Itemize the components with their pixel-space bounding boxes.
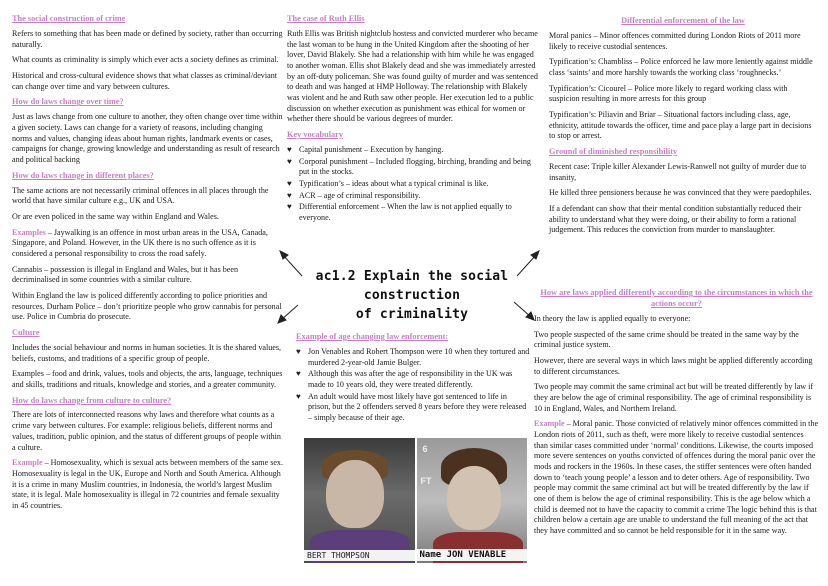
section-heading: How do laws change from culture to culture? <box>12 395 172 405</box>
paragraph: He killed three pensioners because he was convinced that they were paedophiles. <box>549 188 812 198</box>
section-heading: Example of age changing law enforcement: <box>296 332 449 341</box>
face-shape <box>326 460 384 528</box>
section-heading: The case of Ruth Ellis <box>287 14 365 23</box>
paragraph: In theory the law is applied equally to everyone: <box>534 313 691 323</box>
culture-section <box>12 328 284 391</box>
section-heading: Key vocabulary <box>287 129 343 139</box>
places-section <box>12 171 284 323</box>
name-caption: BERT THOMPSON <box>304 550 415 561</box>
example-paragraph <box>534 419 819 536</box>
list-item: ♥ Typification’s – ideas about what a typical criminal is like. <box>287 179 539 190</box>
title-line: of criminality <box>355 306 469 322</box>
culture-change-section <box>12 396 284 512</box>
ft-label: FT <box>420 476 432 486</box>
paragraph: Recent case: Triple killer Alexander Lewis-Ranwell not guilty of murder due to insanity, <box>549 161 807 182</box>
list-item: ♥ Differential enforcement – When the law is not applied equally to everyone. <box>287 202 539 223</box>
over-time-section <box>12 97 284 165</box>
example-paragraph <box>12 458 284 511</box>
paragraph: Typification’s: Piliavin and Briar – Situational factors including class, age, ethnicity, attitude towards the officer, time and pace play a large part in decisions to stop or arrest. <box>549 109 812 141</box>
example-label: Example <box>534 419 565 429</box>
right-column-top <box>549 16 817 241</box>
vocabulary-section <box>287 130 539 224</box>
differential-section <box>549 16 817 142</box>
paragraph: Or are even policed in the same way within England and Wales. <box>12 211 219 221</box>
section-heading: Differential enforcement of the law <box>621 16 745 25</box>
paragraph: Examples – food and drink, values, tools and objects, the arts, language, techniques and skills, traditions and rituals, knowledge and stories, and a greater community. <box>12 369 283 389</box>
paragraph: Historical and cross-cultural evidence shows that what classes as criminal/deviant can change over time and vary between cultures. <box>12 70 277 91</box>
section-heading: How do laws change in different places? <box>12 170 154 180</box>
mugshot-thompson <box>304 438 415 563</box>
paragraph: Includes the social behaviour and norms in human societies. It is the shared values, beliefs, customs, and traditions of a specific group of people. <box>12 342 282 363</box>
list-item: ♥ Jon Venables and Robert Thompson were 10 when they tortured and murdered 2-year-old Jamie Bulger. <box>296 347 531 368</box>
diminished-section <box>549 147 817 236</box>
paragraph: Cannabis – possession is illegal in England and Wales, but it has been decriminalised in some countries with a similar culture. <box>12 264 239 285</box>
section-heading: Culture <box>12 327 40 337</box>
section-heading: The social construction of crime <box>12 14 126 23</box>
example-label: Example <box>12 458 43 468</box>
list-item: ♥ Corporal punishment – Included flogging, birching, branding and being put in the stocks. <box>287 157 539 178</box>
paragraph: However, there are several ways in which laws might be applied differently according to different circumstances. <box>534 355 813 376</box>
number-label: 6 <box>422 444 428 454</box>
paragraph: Two people suspected of the same crime should be treated in the same way by the criminal justice system. <box>534 329 799 350</box>
mugshot-venables <box>417 438 528 563</box>
paragraph: Ruth Ellis was British nightclub hostess and convicted murderer who became the last woman to be hung in the United Kingdom after the shooting of her lover, David Blakely. She had a relationship with him while he was engaged to another woman. Ellis shot Blakely dead and she was immediately arrested by an off-duty policeman. She was found guilty of murder and was sentenced to death and was hanged at HMP Holloway. The relationship with Blakely was violent and he and Ruth saw other people. Her execution led to a public discussion on whether execution as punishment was ethical for women or whether there should be various degrees of murder. <box>287 28 538 124</box>
paragraph: Typification’s: Cicourel – Police more likely to regard working class with suspicion resulting in more arrests for this group <box>549 83 788 104</box>
ruth-ellis-section <box>287 14 539 125</box>
list-item: ♥ An adult would have most likely have got sentenced to life in prison, but the 2 offenders served 8 years before they were released – simply because of their age. <box>296 392 531 424</box>
middle-column <box>287 0 539 230</box>
left-column <box>12 0 284 517</box>
example-text: – Homosexuality, which is sexual acts between members of the same sex. Homosexuality is legal in the UK, Europe and North and South America. Although it is a crime in many Muslim countries, in Indonesia, the world’s largest Muslim state, it is legal. Male homosexuality is illegal in 72 countries and female sexuality in 45 countries. <box>12 458 284 510</box>
paragraph: Within England the law is policed differently according to police priorities and resources. Durham Police – don’t prioritize people who grow cannabis for personal use. Police in Cumbria do prosecute. <box>12 290 282 322</box>
social-construction-section <box>12 0 284 92</box>
page-title <box>298 268 526 325</box>
section-heading: Ground of diminished responsibility <box>549 146 678 156</box>
example-text: – Moral panic. Those convicted of relatively minor offences committed in the London riots of 2011, such as theft, were more likely to receive custodial sentences than similar cases committed under ‘normal’ conditions. Likewise, the courts imposed more severe sentences on youths convicted of offences during the moral panic over the mods and rockers in the 1960s. In these cases, the stiffer sentences were often handed down to ‘teach young people’ a lesson and to deter others. Age of responsibility. Two people may commit the same criminal act but will be treated differently by the law if one of them is below the age of criminal responsibility. This is the age below which a child is deemed not to have the capacity to commit a crime The logic behind this is that children below a certain age are unable to understand the full meaning of the act that they have committed and so cannot be held responsible for it in the same way. <box>534 419 819 535</box>
paragraph: Refers to something that has been made or defined by society, rather than occurring naturally. <box>12 28 283 49</box>
paragraph: Just as laws change from one culture to another, they often change over time within a given society. Laws can change for a variety of reasons, including changing norms and values, changing ideas about human rights, landmark events or cases, campaigns for change, growing knowledge and understanding as result of research and political backing <box>12 112 283 164</box>
name-caption: Name JON VENABLE <box>417 549 528 561</box>
age-change-section <box>296 332 531 430</box>
paragraph: What counts as criminality is simply which ever acts a society defines as criminal. <box>12 55 279 65</box>
vocabulary-list <box>287 145 539 224</box>
paragraph: Moral panics – Minor offences committed during London Riots of 2011 more likely to receive custodial sentences. <box>549 30 801 51</box>
list-item: ♥ Capital punishment – Execution by hanging. <box>287 145 539 156</box>
paragraph: Two people may commit the same criminal act but will be treated differently by law if they are below the age of criminal responsibility. The age of criminal responsibility is 10 in England, Wales, and Northern Ireland. <box>534 382 814 413</box>
mugshot-photos <box>304 438 527 563</box>
example-text: – Jaywalking is an offence in most urban areas in the USA, Canada, Singapore, and Poland. However, in the UK there is no such offence as it is considered a personal responsibility to cross the road safely. <box>12 227 268 258</box>
age-change-list <box>296 347 531 424</box>
list-item: ♥ Although this was after the age of responsibility in the UK was made to 10 years old, they were treated differently. <box>296 369 531 390</box>
paragraph: There are lots of interconnected reasons why laws and therefore what counts as a crime vary between cultures. For example: religious beliefs, different norms and values, tradition, public opinion, and the status of different groups of people within a culture. <box>12 410 281 452</box>
paragraph: The same actions are not necessarily criminal offences in all places through the world that have similar culture e.g., UK and USA. <box>12 185 269 206</box>
right-column-bottom <box>534 288 819 542</box>
face-shape <box>447 466 501 530</box>
paragraph: If a defendant can show that their mental condition substantially reduced their ability to understand what they were doing, or their ability to form a rational judgement. This reduces the conviction from murder to manslaughter. <box>549 203 802 235</box>
section-heading: How are laws applied differently according to the circumstances in which the actions occur? <box>540 288 813 308</box>
section-heading: How do laws change over time? <box>12 97 124 107</box>
example-paragraph <box>12 228 284 260</box>
list-item: ♥ ACR – age of criminal responsibility. <box>287 191 539 202</box>
paragraph: Typification’s: Chambliss – Police enforced he law more leniently against middle class ‘saints’ and more harshly towards the working class ‘roughnecks.’ <box>549 57 813 77</box>
title-line: ac1.2 Explain the social construction <box>315 269 509 303</box>
example-label: Examples <box>12 227 46 237</box>
